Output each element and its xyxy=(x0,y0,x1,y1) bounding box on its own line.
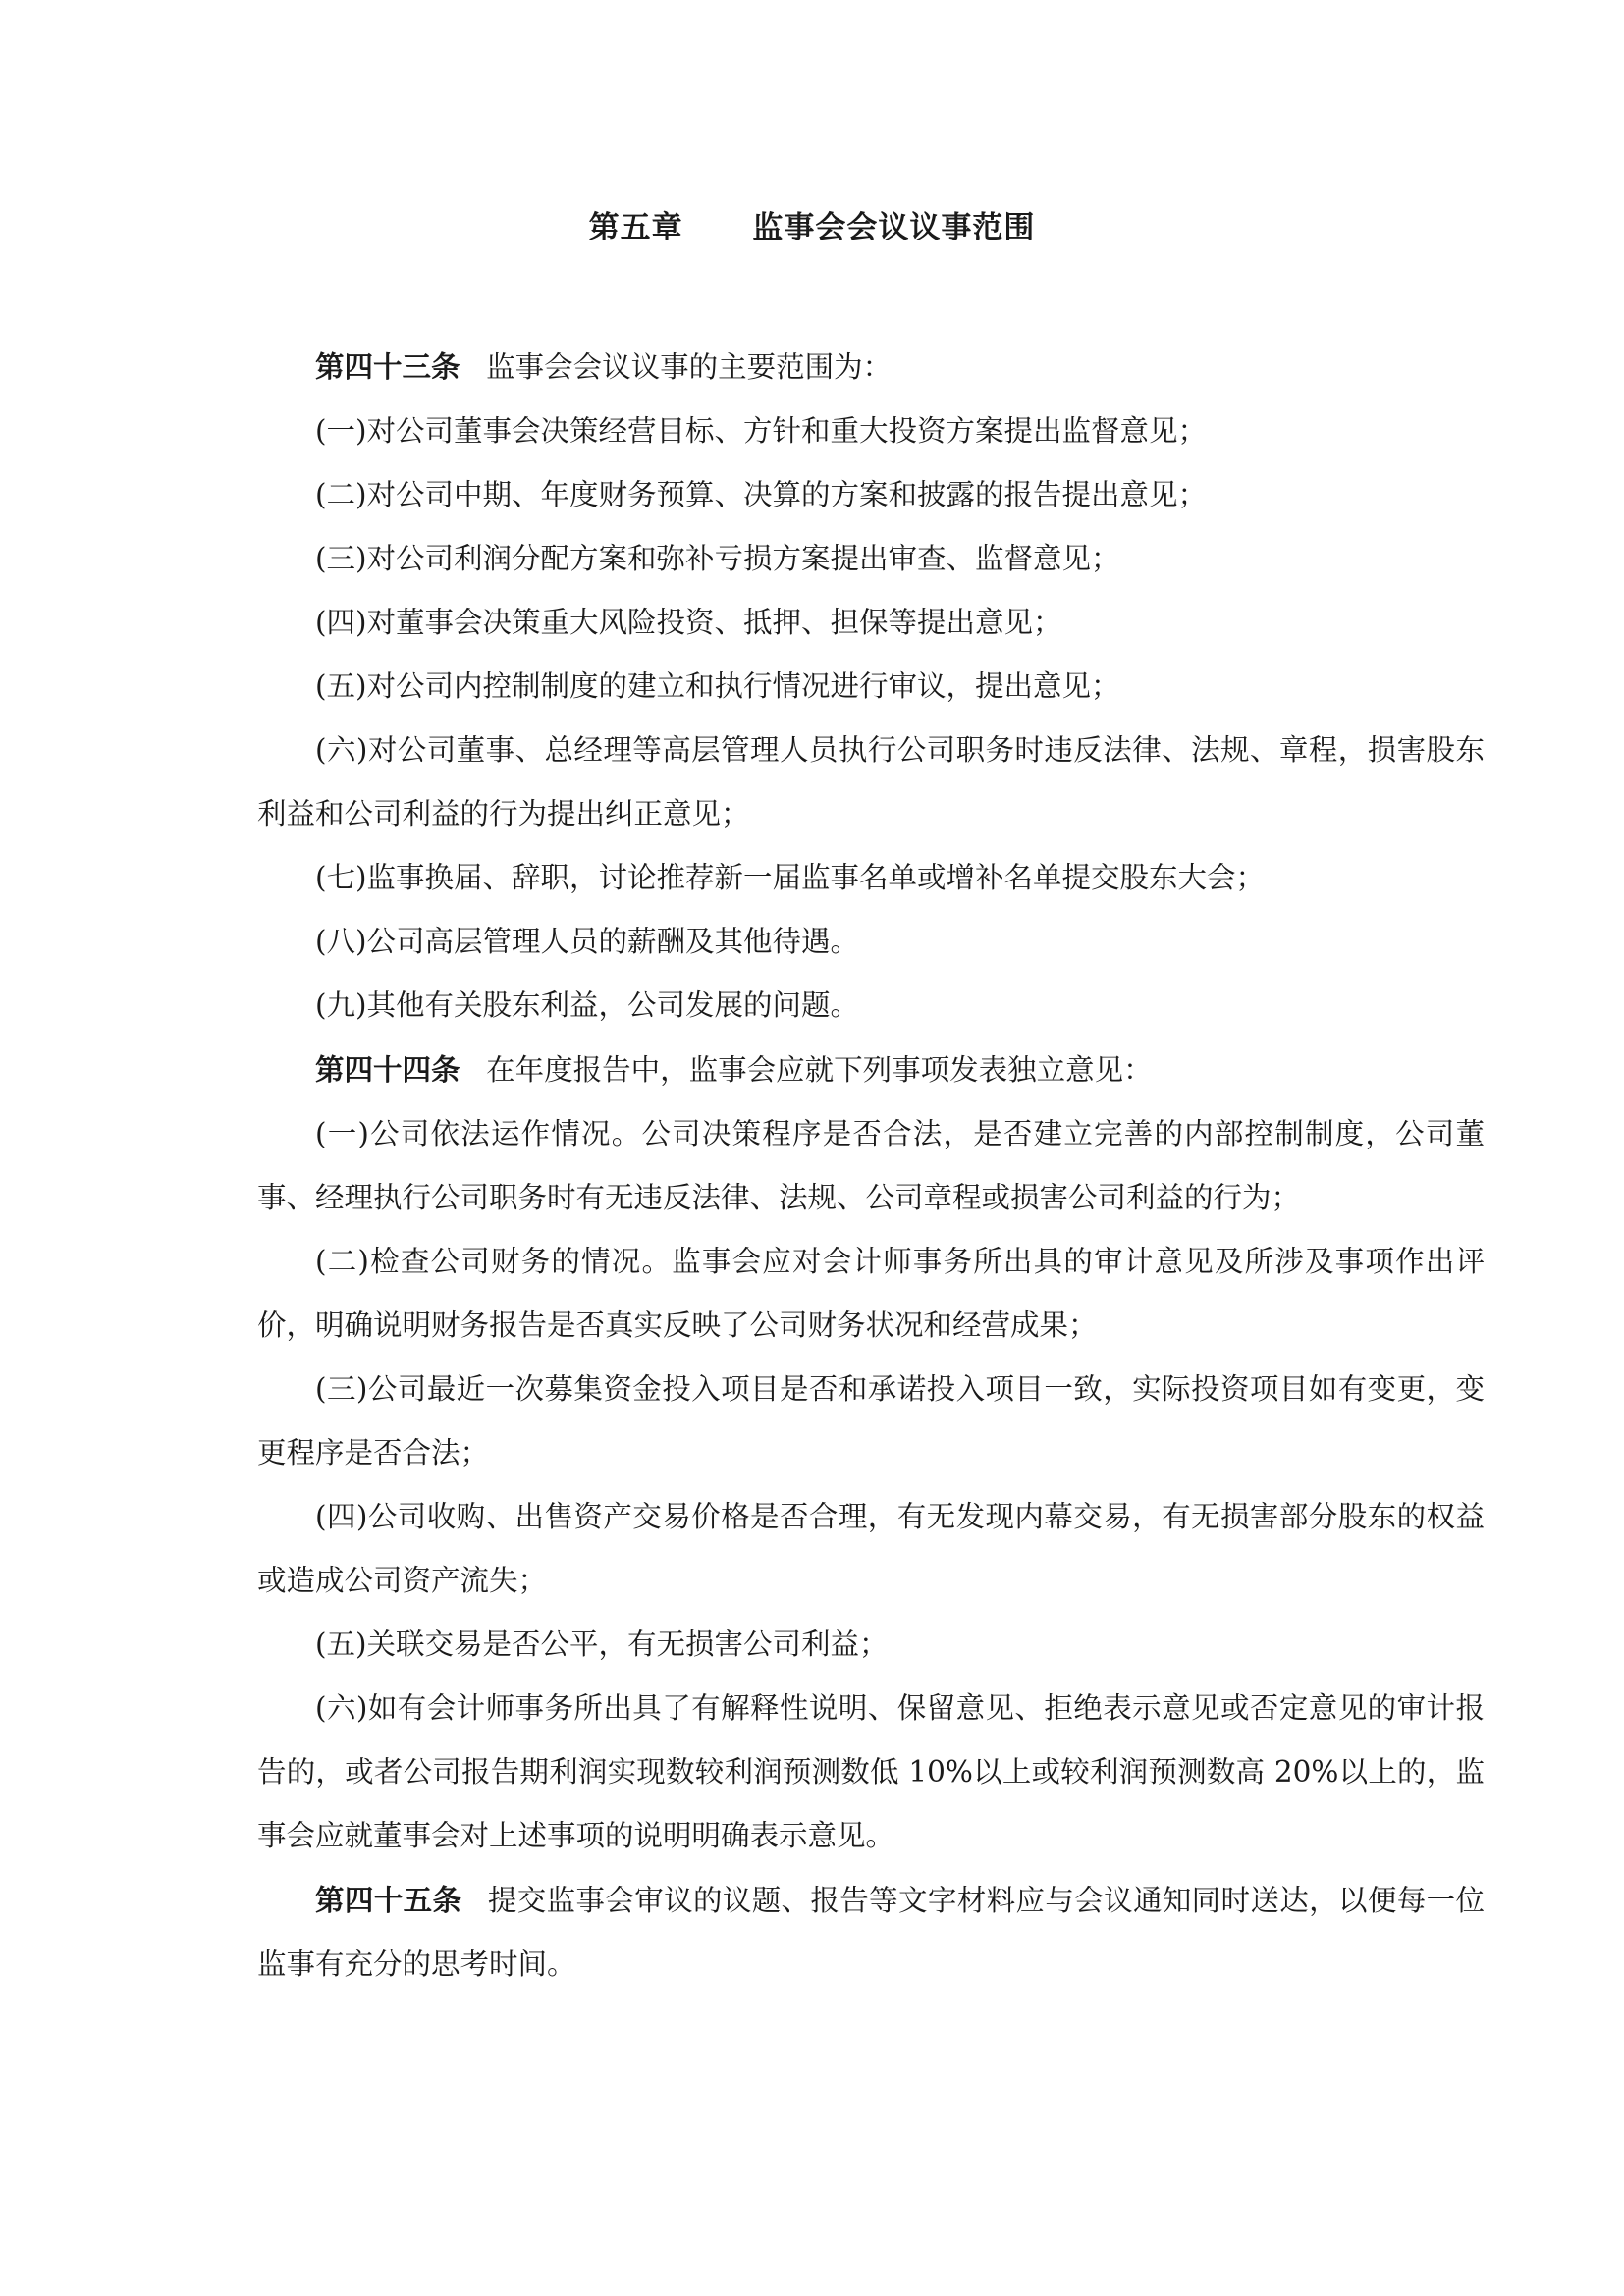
list-item: (九)其他有关股东利益，公司发展的问题。 xyxy=(315,988,860,1022)
list-item: (六)如有会计师事务所出具了有解释性说明、保留意见、拒绝表示意见或否定意见的审计报告的，或者公司报告期利润实现数较利润预测数低 10%以上或较利润预测数高 20%以上的，监事会应就董事会对上述事项的说明明确表示意见。 xyxy=(257,1691,1485,1852)
article-text: 监事会会议议事的主要范围为： xyxy=(486,350,893,384)
chapter-number: 第五章 xyxy=(588,210,683,245)
article-text: 提交监事会审议的议题、报告等文字材料应与会议通知同时送达，以便每一位监事有充分的思考时间。 xyxy=(257,1884,1485,1981)
list-item: (五)关联交易是否公平，有无损害公司利益； xyxy=(315,1628,889,1661)
list-item: (二)对公司中期、年度财务预算、决算的方案和披露的报告提出意见； xyxy=(315,478,1208,511)
list-item: (三)对公司利润分配方案和弥补亏损方案提出审查、监督意见； xyxy=(315,542,1120,575)
article-44 xyxy=(257,1038,1485,1102)
list-item: (七)监事换届、辞职，讨论推荐新一届监事名单或增补名单提交股东大会； xyxy=(315,861,1266,894)
list-item: (二)检查公司财务的情况。监事会应对会计师事务所出具的审计意见及所涉及事项作出评价，明确说明财务报告是否真实反映了公司财务状况和经营成果； xyxy=(257,1245,1485,1342)
document-body xyxy=(257,335,1485,1997)
chapter-title xyxy=(0,208,1624,247)
list-item: (一)对公司董事会决策经营目标、方针和重大投资方案提出监督意见； xyxy=(315,414,1208,448)
article-43 xyxy=(257,335,1485,400)
article-label: 第四十三条 xyxy=(315,349,460,384)
article-label: 第四十五条 xyxy=(315,1883,462,1917)
article-45 xyxy=(257,1868,1485,1997)
list-item: (五)对公司内控制制度的建立和执行情况进行审议，提出意见； xyxy=(315,669,1120,703)
list-item: (三)公司最近一次募集资金投入项目是否和承诺投入项目一致，实际投资项目如有变更，变更程序是否合法； xyxy=(257,1372,1485,1469)
article-label: 第四十四条 xyxy=(315,1052,460,1087)
list-item: (六)对公司董事、总经理等高层管理人员执行公司职务时违反法律、法规、章程，损害股东利益和公司利益的行为提出纠正意见； xyxy=(257,733,1485,830)
chapter-heading: 监事会会议议事范围 xyxy=(752,210,1036,245)
list-item: (八)公司高层管理人员的薪酬及其他待遇。 xyxy=(315,925,860,958)
list-item: (一)公司依法运作情况。公司决策程序是否合法，是否建立完善的内部控制制度，公司董事、经理执行公司职务时有无违反法律、法规、公司章程或损害公司利益的行为； xyxy=(257,1117,1485,1214)
list-item: (四)公司收购、出售资产交易价格是否合理，有无发现内幕交易，有无损害部分股东的权益或造成公司资产流失； xyxy=(257,1500,1485,1597)
list-item: (四)对董事会决策重大风险投资、抵押、担保等提出意见； xyxy=(315,606,1062,639)
article-text: 在年度报告中，监事会应就下列事项发表独立意见： xyxy=(486,1053,1153,1087)
